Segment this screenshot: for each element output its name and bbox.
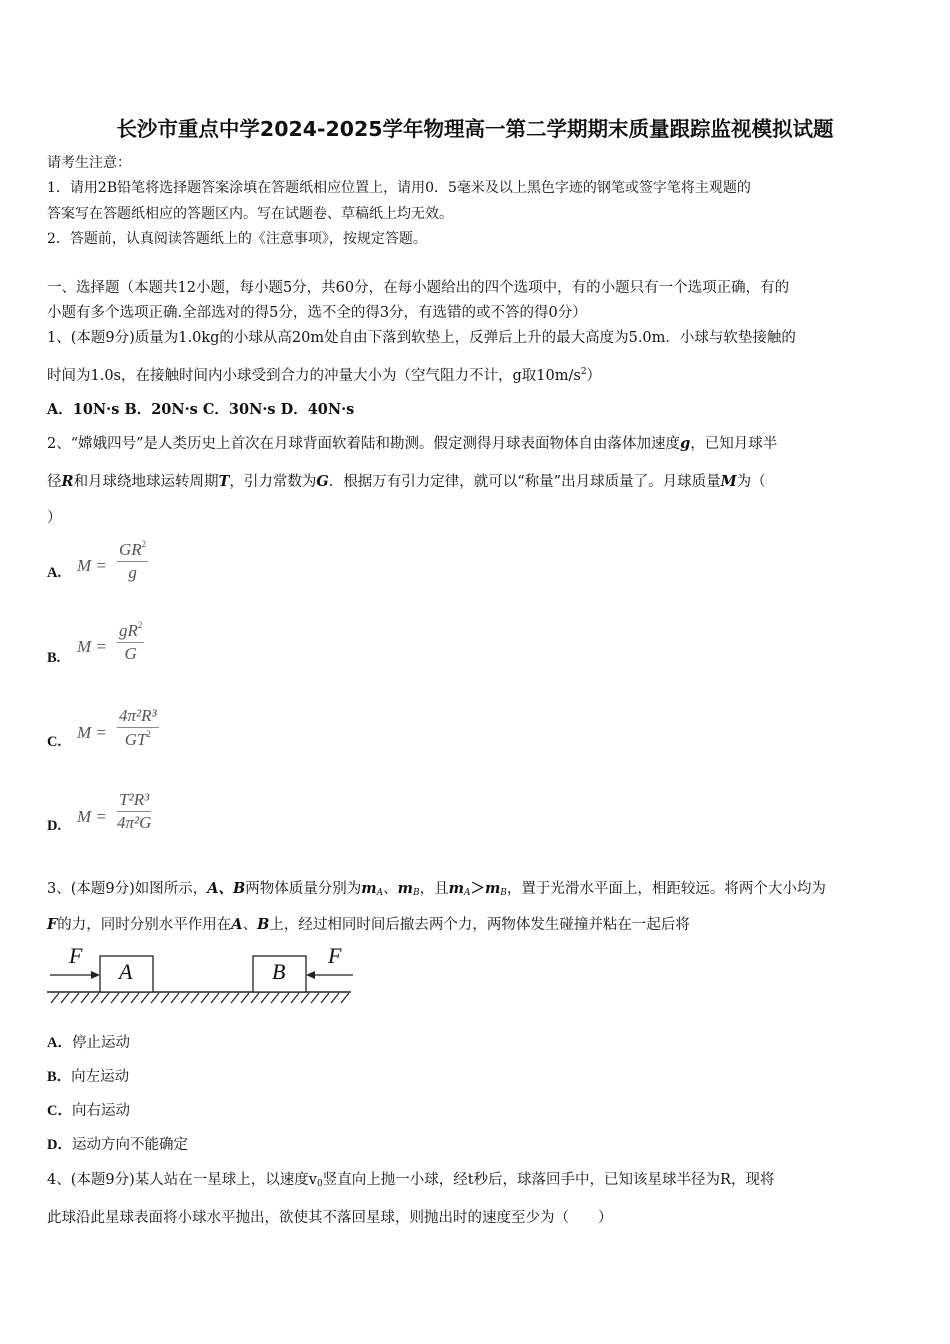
variable-F: F [47,916,58,933]
question-4-line-2: 此球沿此星球表面将小球水平抛出，欲使其不落回星球，则抛出时的速度至少为（ ） [47,1210,613,1226]
option-text: 停止运动 [71,1035,130,1051]
text: 两物体质量分别为 [245,881,362,897]
question-1-options: A．10N·s B．20N·s C．30N·s D．40N·s [47,401,355,418]
subscript: 0 [316,1179,323,1189]
option-label: C. [47,734,62,750]
option-label: D. [47,818,62,834]
variable-A: A [231,916,243,933]
question-1-line-2 [47,364,601,385]
numerator-text: GR [119,540,142,559]
option-label: B． [47,1069,72,1085]
text: 竖直向上抛一小球，经t秒后，球落回手中，已知该星球半径为R，现将 [322,1172,775,1188]
formula-lhs: M = [77,723,107,742]
question-3-option-a [47,1031,130,1052]
exponent: 2 [137,620,143,630]
text: 、 [383,881,398,897]
notice-item-1: 1．请用2B铅笔将选择题答案涂填在答题纸相应位置上，请用0．5毫米及以上黑色字迹的钢笔或签字笔将主观题的 [47,180,751,196]
denominator [117,811,151,833]
text: 为（ [736,474,766,490]
option-label: B. [47,650,61,666]
question-4-line-1 [47,1168,774,1189]
variable-m: m [361,880,377,897]
subscript: A [376,888,384,898]
exponent: 2 [141,539,147,549]
exponent: 2 [146,729,151,739]
option-label: A． [47,1035,72,1051]
denominator-text: g [128,563,137,582]
text: ．根据万有引力定律，就可以“称量”出月球质量了。月球质量 [328,474,721,490]
variable-AB: A、B [207,880,246,897]
question-2-line-1 [47,432,777,453]
fraction [117,620,144,664]
option-text: 向左运动 [71,1069,130,1085]
block-a-label: A [119,959,133,984]
variable-M: M [720,473,737,490]
variable-G: G [316,473,329,490]
blocks-on-surface-figure [47,945,357,1007]
exam-title: 长沙市重点中学2024-2025学年物理高一第二学期期末质量跟踪监视模拟试题 [116,117,834,141]
block-b-label: B [272,959,286,984]
numerator [117,539,148,561]
greater-than: ＞ [470,880,485,897]
formula-lhs: M = [77,556,107,575]
question-1-text-end: ） [586,368,602,384]
question-3-line-1 [47,877,826,898]
question-2-line-2 [47,470,766,491]
numerator [117,706,159,727]
text: 的力，同时分别水平作用在 [57,917,232,933]
variable-m: m [484,880,501,897]
text: 3、(本题9分)如图所示， [47,881,208,897]
question-2-line-3: ） [47,510,62,526]
text: 、 [242,917,258,933]
text: ，且 [419,881,449,897]
fraction [117,790,151,833]
variable-B: B [257,916,270,933]
question-3-option-b [47,1065,129,1086]
numerator-text: 4π²R³ [119,706,157,725]
option-label: C． [47,1103,72,1119]
denominator-text: GT [124,730,147,749]
superscript: 2 [580,367,587,377]
force-label-right: F [328,943,342,968]
option-text: 运动方向不能确定 [71,1137,188,1153]
notice-item-1-cont: 答案写在答题纸相应的答题区内。写在试题卷、草稿纸上均无效。 [47,206,453,222]
fraction [117,539,148,583]
subscript: A [463,888,471,898]
question-2-text: 2、“嫦娥四号”是人类历史上首次在月球背面软着陆和勘测。假定测得月球表面物体自由落体加速度 [47,436,681,452]
question-3-line-2 [47,913,690,934]
numerator-text: T²R³ [119,790,150,809]
formula-lhs: M = [77,807,107,826]
denominator [117,727,159,750]
question-2-text-end: ，已知月球半 [690,436,778,452]
subscript: B [500,888,507,898]
question-3-option-c [47,1099,130,1120]
variable-R: R [61,473,74,490]
text: 4、(本题9分)某人站在一星球上，以速度v [47,1172,317,1188]
denominator-text: 4π²G [117,813,152,832]
option-label: D． [47,1137,72,1153]
text: 和月球绕地球运转周期 [73,474,219,490]
variable-g: g [680,435,691,452]
text: ，置于光滑水平面上，相距较远。将两个大小均为 [506,881,826,897]
option-text: 向右运动 [71,1103,130,1119]
formula-lhs: M = [77,637,107,656]
notice-heading: 请考生注意： [47,155,131,171]
fraction [117,706,159,750]
denominator [117,561,148,583]
numerator-text: gR [119,621,138,640]
section-heading-line-2: 小题有多个选项正确.全部选对的得5分，选不全的得3分，有选错的或不答的得0分） [47,305,587,321]
question-1-text: 时间为1.0s，在接触时间内小球受到合力的冲量大小为（空气阻力不计，g取10m/s [47,368,581,384]
variable-m: m [448,880,464,897]
denominator [117,642,144,664]
force-diagram [47,945,357,1011]
section-heading-line-1: 一、选择题（本题共12小题，每小题5分，共60分，在每小题给出的四个选项中，有的小题只有一个选项正确，有的 [47,280,790,296]
variable-m: m [397,880,413,897]
variable-T: T [218,473,230,490]
question-3-option-d [47,1133,188,1154]
subscript: B [412,888,420,898]
text: 上，经过相同时间后撤去两个力，两物体发生碰撞并粘在一起后将 [269,917,690,933]
force-label-left: F [69,943,83,968]
question-1-line-1: 1、(本题9分)质量为1.0kg的小球从高20m处自由下落到软垫上，反弹后上升的最大高度为5.0m．小球与软垫接触的 [47,330,796,346]
text: 径 [47,474,62,490]
numerator [117,620,144,642]
notice-item-2: 2．答题前，认真阅读答题纸上的《注意事项》，按规定答题。 [47,231,427,247]
denominator-text: G [124,644,137,663]
text: ，引力常数为 [229,474,317,490]
numerator [117,790,151,811]
option-label: A. [47,565,62,581]
